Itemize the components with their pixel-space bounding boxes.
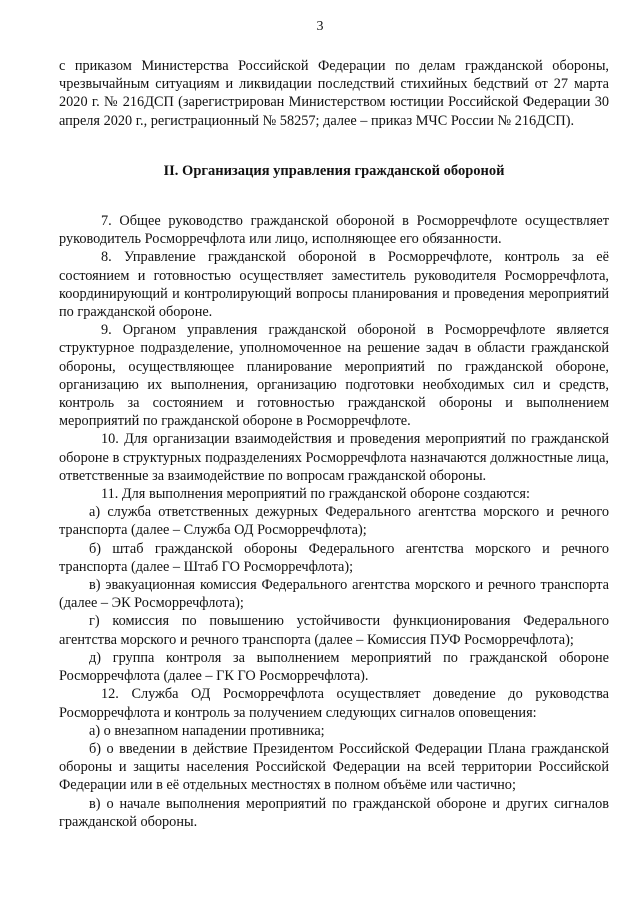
intro-paragraph: с приказом Министерства Российской Федерации по делам гражданской обороны, чрезвычайным ситуациям и ликвидации последствий стихийных бедствий от 27 марта 2020 г. № 216ДСП (зарегистрирован Министерством юстиции Российской Федерации 30 апреля 2020 г., регистрационный № 58257; далее – приказ МЧС России № 216ДСП). <box>59 58 609 129</box>
document-body <box>59 57 609 831</box>
list-item-11c: в) эвакуационная комиссия Федерального агентства морского и речного транспорта (далее – ЭК Росморречфлота); <box>59 577 609 612</box>
list-item-12c: в) о начале выполнения мероприятий по гражданской обороне и других сигналов гражданской обороны. <box>59 795 609 830</box>
list-item-11a: а) служба ответственных дежурных Федерального агентства морского и речного транспорта (далее – Служба ОД Росморречфлота); <box>59 504 609 539</box>
paragraph-7: 7. Общее руководство гражданской обороной в Росморречфлоте осуществляет руководитель Росморречфлота или лицо, исполняющее его обязанности. <box>59 213 609 248</box>
list-item-12b: б) о введении в действие Президентом Российской Федерации Плана гражданской обороны и защиты населения Российской Федерации на всей территории Российской Федерации или в её отдельных местностях в полном объёме или частично; <box>59 740 609 794</box>
section-title: II. Организация управления гражданской обороной <box>163 162 505 179</box>
page-number: 3 <box>316 19 324 34</box>
paragraph-11: 11. Для выполнения мероприятий по гражданской обороне создаются: <box>101 486 530 503</box>
list-item-11d: г) комиссия по повышению устойчивости функционирования Федерального агентства морского и речного транспорта (далее – Комиссия ПУФ Росморречфлота); <box>59 613 609 648</box>
list-item-11e: д) группа контроля за выполнением мероприятий по гражданской обороне Росморречфлота (далее – ГК ГО Росморречфлота). <box>59 649 609 685</box>
list-item-11b: б) штаб гражданской обороны Федерального агентства морского и речного транспорта (далее – Штаб ГО Росморречфлота); <box>59 540 609 575</box>
paragraph-10: 10. Для организации взаимодействия и проведения мероприятий по гражданской обороне в структурных подразделениях Росморречфлота назначаются должностные лица, ответственные за взаимодействие по вопросам гражданской обороны. <box>59 431 609 484</box>
list-item-12a: а) о внезапном нападении противника; <box>89 722 325 739</box>
paragraph-8: 8. Управление гражданской обороной в Росморречфлоте, контроль за её состоянием и готовностью осуществляет заместитель руководителя Росморречфлота, координирующий и контролирующий вопросы планирования и проведения мероприятий по гражданской обороне. <box>59 249 609 321</box>
paragraph-12: 12. Служба ОД Росморречфлота осуществляет доведение до руководства Росморречфлота и контроль за получением следующих сигналов оповещения: <box>59 686 609 721</box>
paragraph-9: 9. Органом управления гражданской обороной в Росморречфлоте является структурное подразделение, уполномоченное на решение задач в области гражданской обороны, осуществляющее планирование мероприятий по гражданской обороне, организацию их выполнения, организацию подготовки необходимых сил и средств, контроль за состоянием и готовностью гражданской обороны и выполнением мероприятий по гражданской обороне в Росморречфлоте. <box>59 322 609 430</box>
